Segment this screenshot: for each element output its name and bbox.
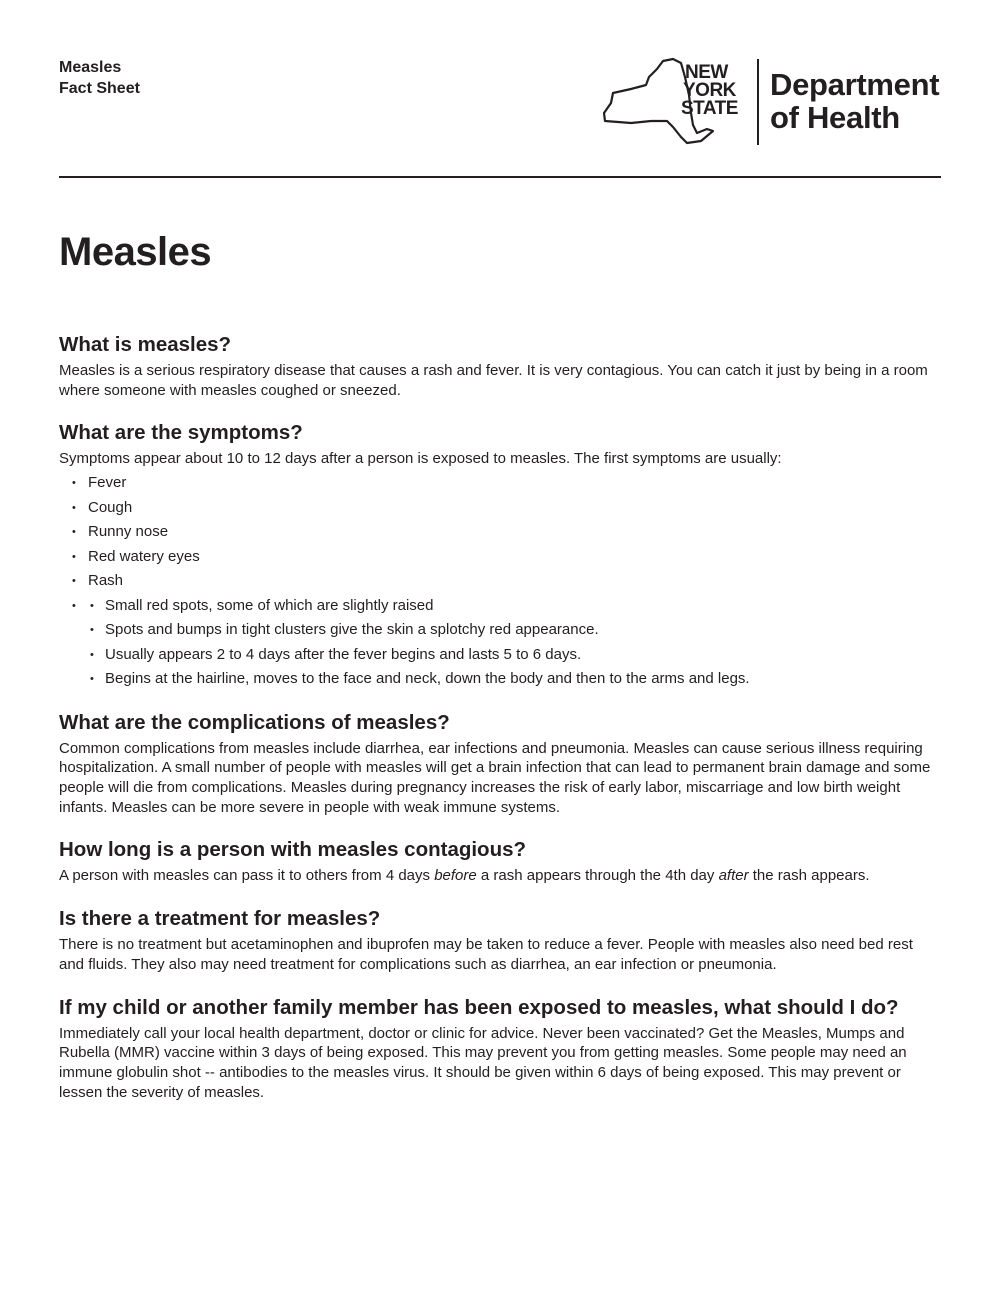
- section-heading: Is there a treatment for measles?: [59, 907, 381, 931]
- section-body: Common complications from measles include diarrhea, ear infections and pneumonia. Measles can cause serious illness requiring hospitalization. A small number of people with measles will get a brain infection that can lead to permanent brain damage and some people will die from complications. Measles during pregnancy increases the risk of early labor, miscarriage and low birth weight infants. Measles can be more severe in people with weak immune systems.: [59, 739, 931, 816]
- dept-line-2: of Health: [770, 100, 900, 135]
- text-run: A person with measles can pass it to others from 4 days: [59, 867, 435, 885]
- department-of-health-wordmark: [770, 68, 939, 134]
- emphasis-after: after: [718, 867, 749, 885]
- rash-sublist: [59, 594, 941, 692]
- fact-sheet-page: [59, 0, 941, 1101]
- section-treatment: [59, 906, 941, 974]
- document-title-label: Measles: [59, 59, 122, 76]
- section-what-is: [59, 332, 941, 400]
- section-body: Measles is a serious respiratory disease that causes a rash and fever. It is very contagious. You can catch it just by being in a room where someone with measles coughed or sneezed.: [59, 362, 928, 399]
- header-divider: [59, 176, 941, 178]
- emphasis-before: before: [434, 867, 477, 885]
- list-item: • Cough: [59, 496, 941, 521]
- section-heading: How long is a person with measles contagious?: [59, 838, 527, 862]
- list-item: • Spots and bumps in tight clusters give the skin a splotchy red appearance.: [59, 618, 941, 643]
- nys-doh-logo: [601, 55, 941, 147]
- page-title: Measles: [59, 230, 212, 274]
- section-heading: If my child or another family member has been exposed to measles, what should I do?: [59, 995, 899, 1019]
- section-intro: Symptoms appear about 10 to 12 days after a person is exposed to measles. The first symptoms are usually:: [59, 450, 782, 468]
- list-item: • Red watery eyes: [59, 545, 941, 570]
- text-run: a rash appears through the 4th day: [476, 867, 719, 885]
- section-heading: What are the symptoms?: [59, 421, 303, 445]
- logo-divider: [757, 59, 759, 145]
- list-item: • Fever: [59, 471, 941, 496]
- nys-line-new: NEW: [685, 62, 728, 83]
- list-item: • Usually appears 2 to 4 days after the fever begins and lasts 5 to 6 days.: [59, 643, 941, 668]
- nys-line-state: STATE: [681, 98, 738, 119]
- section-body: Immediately call your local health department, doctor or clinic for advice. Never been vaccinated? Get the Measles, Mumps and Rubella (MMR) vaccine within 3 days of being exposed. This may prevent you from getting measles. Some people may need an immune globulin shot -- antibodies to the measles virus. It should be given within 6 days of being exposed. This may prevent or lessen the severity of measles.: [59, 1024, 907, 1101]
- section-heading: What is measles?: [59, 333, 232, 356]
- list-item: • Begins at the hairline, moves to the face and neck, down the body and then to the arms and legs.: [59, 667, 941, 692]
- list-item: • Runny nose: [59, 520, 941, 545]
- document-subtitle-label: Fact Sheet: [59, 80, 140, 97]
- list-item: • Rash: [59, 569, 941, 594]
- section-exposed: [59, 995, 941, 1103]
- document-label: [59, 57, 140, 99]
- fact-sheet-content: [59, 332, 941, 1122]
- list-item: • • Small red spots, some of which are slightly raised: [59, 594, 941, 619]
- section-body: There is no treatment but acetaminophen and ibuprofen may be taken to reduce a fever. People with measles also need bed rest and fluids. They also may need treatment for complications such as diarrhea, an ear infection or pneumonia.: [59, 936, 913, 973]
- new-york-state-wordmark: [681, 64, 738, 118]
- section-complications: [59, 710, 941, 818]
- symptom-list: [59, 471, 941, 692]
- section-contagious: [59, 837, 941, 886]
- page-header: [59, 0, 941, 178]
- section-body: [59, 866, 941, 886]
- section-symptoms: [59, 420, 941, 691]
- text-run: the rash appears.: [748, 867, 870, 885]
- rash-sublist-container: [59, 594, 941, 692]
- dept-line-1: Department: [770, 67, 940, 102]
- nys-line-york: YORK: [683, 80, 736, 101]
- section-heading: What are the complications of measles?: [59, 710, 450, 734]
